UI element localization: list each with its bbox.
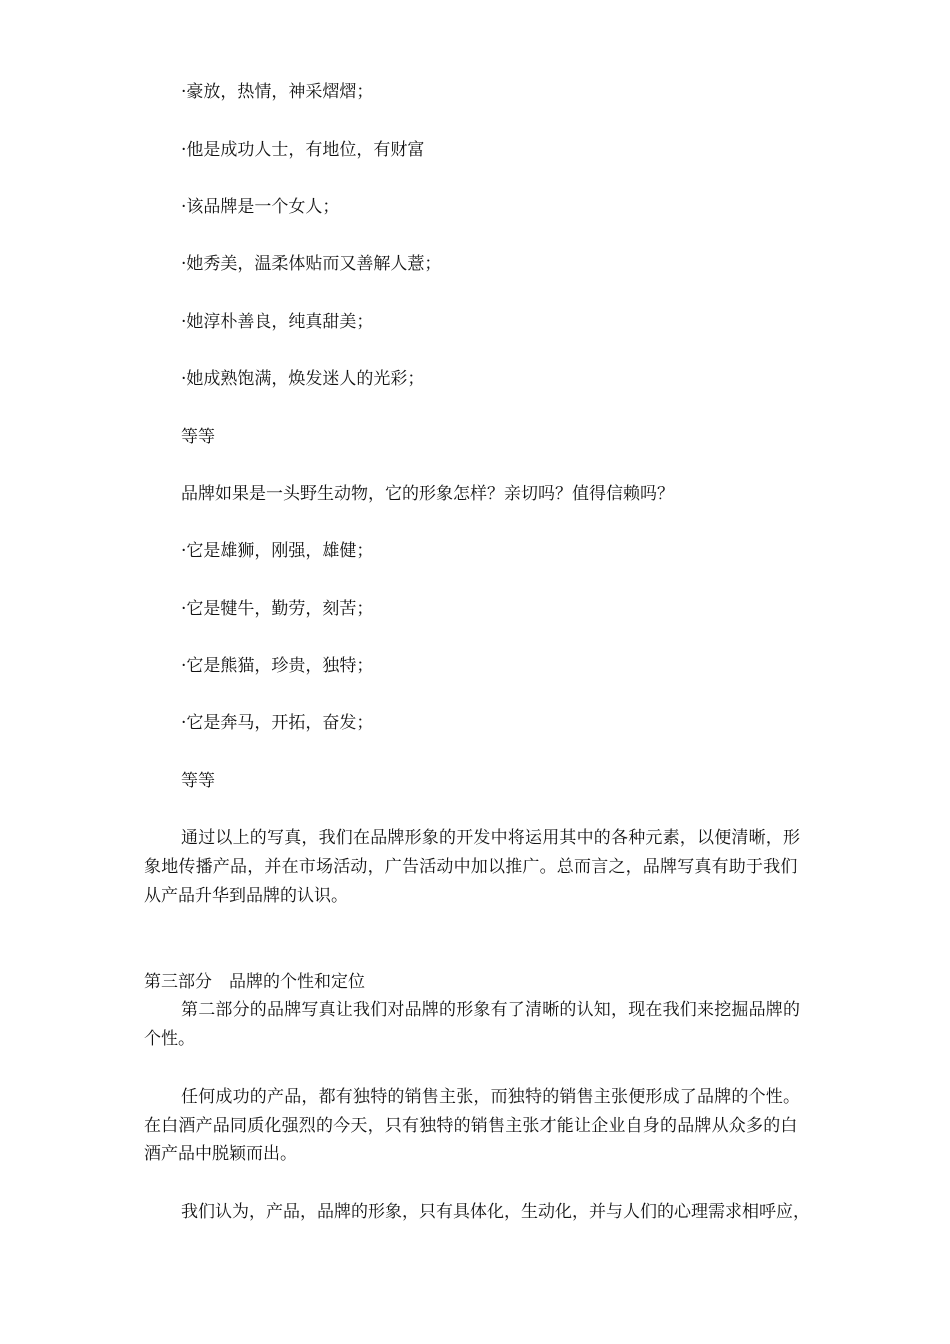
bullet-line: ·它是奔马，开拓，奋发；	[181, 713, 374, 733]
paragraph-line: 从产品升华到品牌的认识。	[144, 886, 348, 906]
bullet-line: ·他是成功人士，有地位，有财富	[181, 140, 425, 160]
paragraph-line: 个性。	[144, 1029, 195, 1049]
etc-line: 等等	[181, 427, 215, 447]
paragraph-line: 象地传播产品，并在市场活动，广告活动中加以推广。总而言之，品牌写真有助于我们	[144, 857, 798, 877]
etc-line: 等等	[181, 771, 215, 791]
bullet-line: ·她成熟饱满，焕发迷人的光彩；	[181, 369, 425, 389]
bullet-line: ·该品牌是一个女人；	[181, 197, 340, 217]
bullet-line: ·她秀美，温柔体贴而又善解人薏；	[181, 254, 442, 274]
paragraph-line: 酒产品中脱颖而出。	[144, 1144, 297, 1164]
paragraph-line: 我们认为，产品，品牌的形象，只有具体化，生动化，并与人们的心理需求相呼应，	[181, 1202, 810, 1222]
question-line: 品牌如果是一头野生动物，它的形象怎样？亲切吗？值得信赖吗？	[181, 484, 674, 504]
bullet-line: ·它是熊猫，珍贵，独特；	[181, 656, 374, 676]
paragraph-line: 任何成功的产品，都有独特的销售主张，而独特的销售主张便形成了品牌的个性。	[181, 1087, 801, 1107]
bullet-line: ·豪放，热情，神采熠熠；	[181, 82, 374, 102]
paragraph-line: 通过以上的写真，我们在品牌形象的开发中将运用其中的各种元素，以便清晰，形	[181, 828, 801, 848]
bullet-line: ·她淳朴善良，纯真甜美；	[181, 312, 374, 332]
bullet-line: ·它是犍牛，勤劳，刻苦；	[181, 599, 374, 619]
bullet-line: ·它是雄狮，刚强，雄健；	[181, 541, 374, 561]
paragraph-line: 第二部分的品牌写真让我们对品牌的形象有了清晰的认知，现在我们来挖掘品牌的	[181, 1000, 801, 1020]
section-heading: 第三部分 品牌的个性和定位	[144, 972, 365, 992]
paragraph-line: 在白酒产品同质化强烈的今天，只有独特的销售主张才能让企业自身的品牌从众多的白	[144, 1116, 798, 1136]
